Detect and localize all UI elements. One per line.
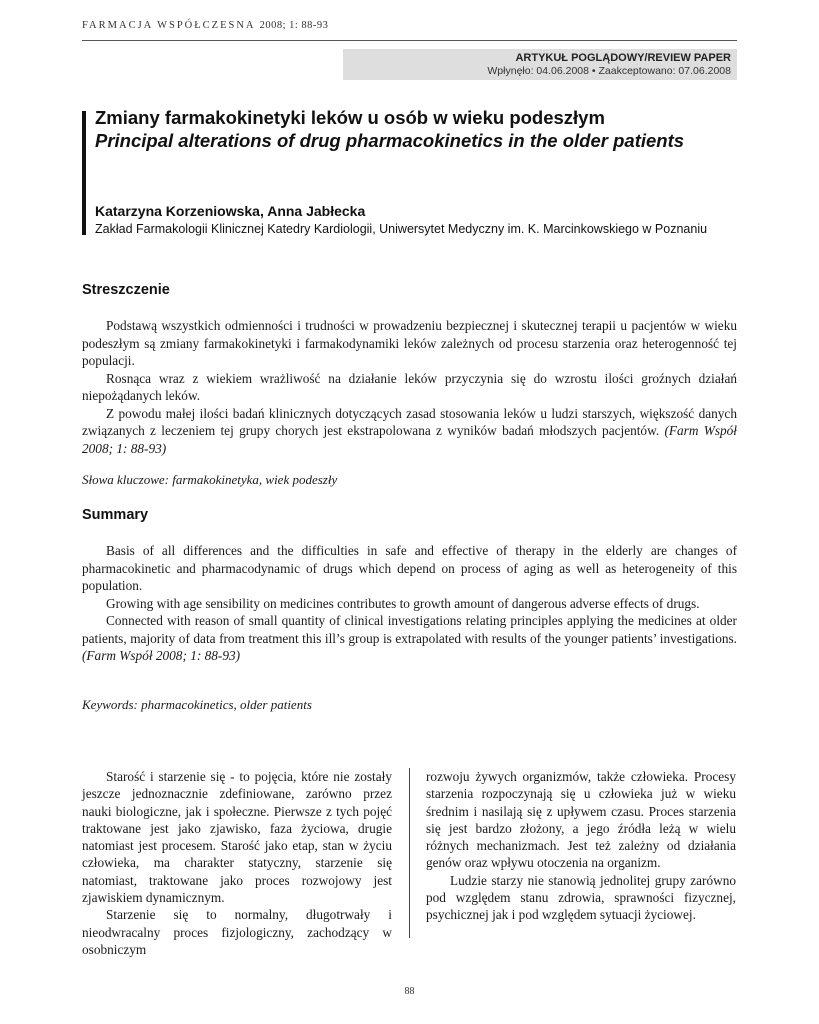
body-paragraph: Ludzie starzy nie stanowią jednolitej grupy zarówno pod względem stanu zdrowia, sprawności fizycznej, psychicznej jak i pod względem sytuacji życiowej. [426,872,736,923]
streszczenie-paragraph [82,405,737,458]
affiliation: Zakład Farmakologii Klinicznej Katedry Kardiologii, Uniwersytet Medyczny im. K. Marcinkowskiego w Poznaniu [95,222,708,236]
body-column-right [426,768,736,924]
journal-name: FARMACJA WSPÓŁCZESNA [82,20,255,31]
summary-paragraph: Growing with age sensibility on medicines contributes to growth amount of dangerous adverse effects of drugs. [106,595,700,611]
title-polish: Zmiany farmakokinetyki leków u osób w wieku podeszłym [95,107,605,128]
authors: Katarzyna Korzeniowska, Anna Jabłecka [95,203,366,219]
summary-heading: Summary [82,507,149,523]
summary-keywords: Keywords: pharmacokinetics, older patients [82,697,312,712]
column-divider [409,768,410,938]
summary-paragraph-text: Connected with reason of small quantity of clinical investigations relating principles applying the medicines at older patients, majority of data from treatment this ill’s group is extrapolated with results of the younger patients’ investigations. [82,613,737,646]
summary-abstract [82,542,737,665]
body-paragraph-continued: rozwoju żywych organizmów, także człowieka. Procesy starzenia rozpoczynają się u człowieka już w wieku średnim i nasilają się z upływem czasu. Proces starzenia się jest bardzo złożony, a jego źródła leżą w wielu różnych mechanizmach. Jest też zależny od działania genów oraz wpływu otoczenia na organizm. [426,769,736,871]
streszczenie-heading: Streszczenie [82,282,170,298]
title-block [95,107,735,151]
title-english: Principal alterations of drug pharmacokinetics in the older patients [95,130,685,151]
streszczenie-paragraph: Podstawą wszystkich odmienności i trudności w prowadzeniu bezpiecznej i skutecznej terapii u pacjentów w wieku podeszłym są zmiany farmakokinetyki i farmakodynamiki leków zależnych od procesu starzenia oraz heterogenność tej populacji. [82,318,737,368]
streszczenie-citation: (Farm Współ 2008; 1: 88-93) [82,423,737,456]
streszczenie-keywords: Słowa kluczowe: farmakokinetyka, wiek podeszły [82,472,338,487]
page-number: 88 [404,986,415,997]
running-head [82,20,328,31]
title-accent-bar [82,111,86,235]
article-type-box [343,49,737,80]
summary-paragraph [82,612,737,665]
body-column-left [82,768,392,958]
summary-citation: (Farm Współ 2008; 1: 88-93) [82,648,241,663]
body-paragraph: Starzenie się to normalny, długotrwały i nieodwracalny proces fizjologiczny, zachodzący w osobniczym [82,907,392,957]
header-rule [82,40,737,41]
summary-paragraph: Basis of all differences and the difficulties in safe and effective of therapy in the elderly are changes of pharmacokinetic and pharmacodynamic of drugs which depend on process of aging as well as heterogeneity of this population. [82,543,737,593]
body-paragraph: Starość i starzenie się - to pojęcia, które nie zostały jeszcze jednoznacznie zdefiniowane, zarówno przez nauki biologiczne, jak i społeczne. Pierwsze z tych pojęć traktowane jest jako zjawisko, faza życiowa, drugie natomiast jest procesem. Starość jako etap, stan w życiu człowieka, ma charakter statyczny, starzenie się natomiast, traktowane jako proces rozwojowy jest zjawiskiem dynamicznym. [82,769,392,906]
streszczenie-paragraph-text: Z powodu małej ilości badań klinicznych dotyczących zasad stosowania leków u ludzi starszych, większość danych związanych z leczeniem tej grupy chorych jest ekstrapolowana z wyników badań młodszych pacjentów. [82,405,737,438]
streszczenie-paragraph: Rosnąca wraz z wiekiem wrażliwość na działanie leków przyczynia się do wzrostu ilości groźnych działań niepożądanych leków. [82,370,737,403]
article-dates: Wpłynęło: 04.06.2008 • Zaakceptowano: 07.06.2008 [487,65,731,77]
journal-citation: 2008; 1: 88-93 [259,20,329,31]
article-type-label: ARTYKUŁ POGLĄDOWY/REVIEW PAPER [515,52,731,64]
streszczenie-abstract [82,317,737,457]
